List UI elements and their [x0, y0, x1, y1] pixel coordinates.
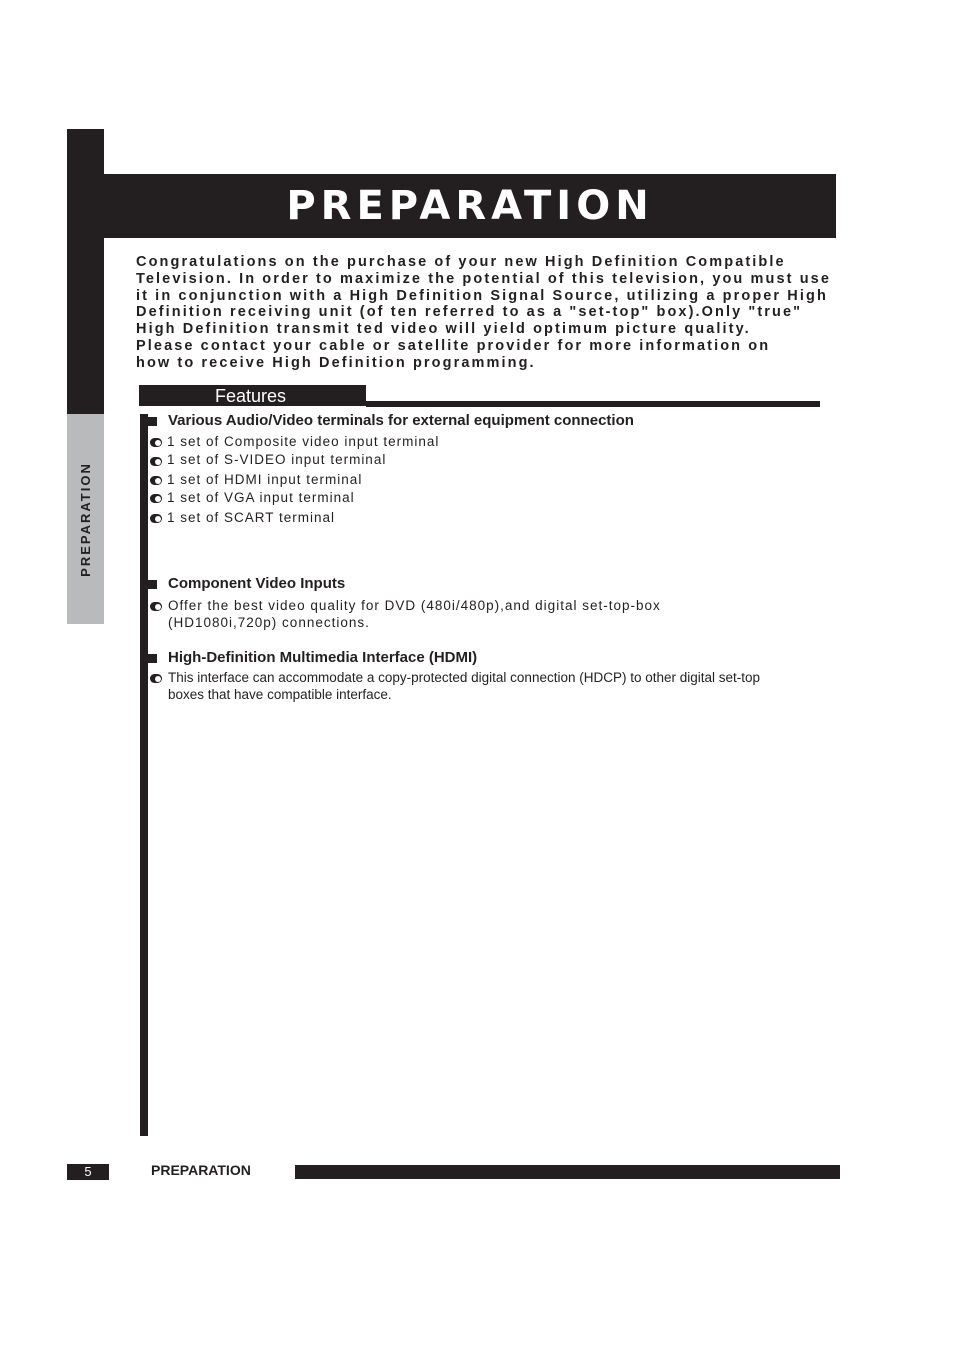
page-number: 5: [67, 1164, 109, 1180]
list-item-line: Offer the best video quality for DVD (480i/480p),and digital set-top-box: [168, 598, 661, 613]
intro-line: Definition receiving unit (of ten referred to as a "set-top" box).Only "true": [136, 304, 803, 321]
list-item: 1 set of Composite video input terminal: [167, 434, 440, 449]
bullet-icon: [150, 514, 162, 523]
page-title: PREPARATION: [286, 183, 654, 229]
list-item-line: This interface can accommodate a copy-protected digital connection (HDCP) to other digital set-top: [168, 670, 761, 685]
footer-bar: [295, 1165, 840, 1179]
section-heading: Component Video Inputs: [168, 575, 346, 592]
section-marker: [148, 417, 157, 426]
section-heading: High-Definition Multimedia Interface (HDMI): [168, 649, 478, 666]
bullet-icon: [150, 438, 162, 447]
bullet-icon: [150, 602, 162, 611]
bullet-icon: [150, 457, 162, 466]
intro-line: it in conjunction with a High Definition Signal Source, utilizing a proper High: [136, 287, 828, 304]
list-item: 1 set of SCART terminal: [167, 510, 336, 525]
features-tab-label: Features: [215, 386, 287, 406]
list-item: 1 set of HDMI input terminal: [167, 472, 363, 487]
bullet-icon: [150, 476, 162, 485]
list-item-line: (HD1080i,720p) connections.: [168, 615, 370, 630]
intro-line: High Definition transmit ted video will yield optimum picture quality.: [136, 321, 751, 338]
features-tab: [139, 385, 366, 406]
section-marker: [148, 580, 157, 589]
intro-paragraph: [136, 254, 848, 372]
intro-line: Please contact your cable or satellite provider for more information on: [136, 337, 771, 354]
content-vertical-rule: [140, 414, 148, 1136]
section-marker: [148, 654, 157, 663]
intro-line: how to receive High Definition programming.: [136, 354, 536, 371]
header-bar: [104, 174, 836, 238]
features-divider: [366, 401, 820, 407]
intro-line: Congratulations on the purchase of your new High Definition Compatible: [136, 254, 786, 270]
intro-line: Television. In order to maximize the potential of this television, you must use: [136, 270, 831, 287]
section-heading: Various Audio/Video terminals for external equipment connection: [168, 412, 634, 429]
side-tab: [67, 414, 104, 624]
side-tab-label: PREPARATION: [78, 461, 94, 577]
bullet-icon: [150, 494, 162, 503]
list-item-line: boxes that have compatible interface.: [168, 687, 392, 702]
bullet-icon: [150, 674, 162, 683]
list-item: 1 set of S-VIDEO input terminal: [167, 452, 387, 467]
side-tab-black-block: [67, 129, 104, 414]
list-item: 1 set of VGA input terminal: [167, 490, 355, 505]
footer-label: PREPARATION: [151, 1162, 251, 1178]
